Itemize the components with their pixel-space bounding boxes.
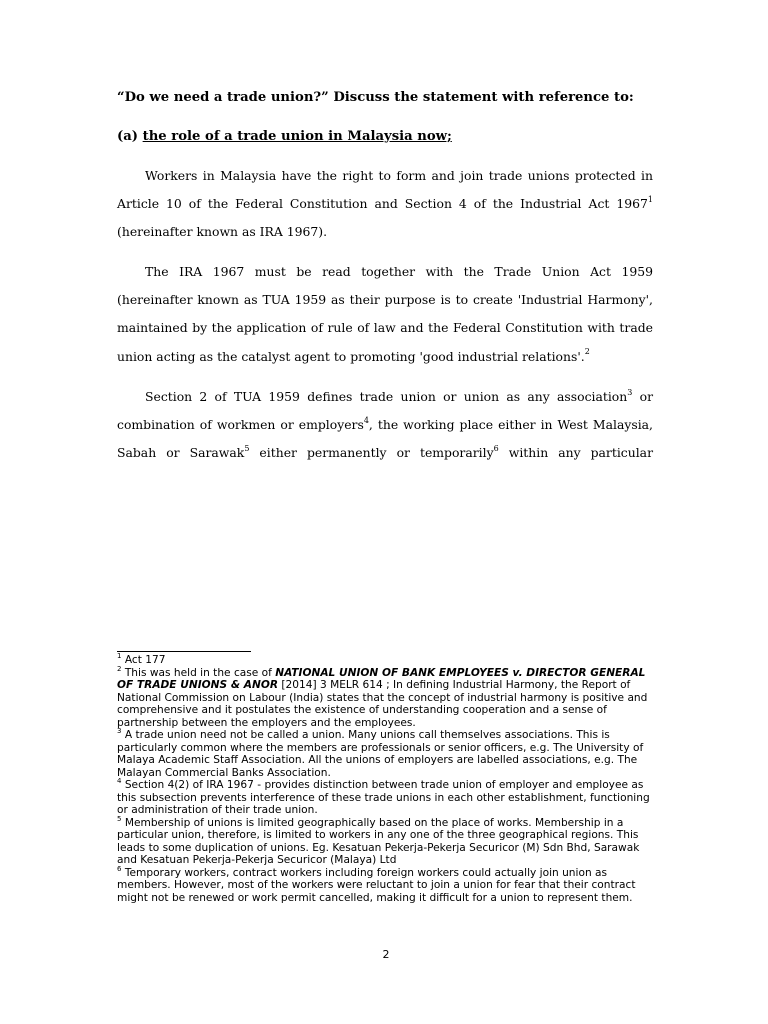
footnote-text: Membership of unions is limited geographically based on the place of works. Membership in a particular union, therefore, is limited to workers in any one of the three geographical regions. This leads to some duplication of unions. Eg. Kesatuan Pekerja-Pekerja Securicor (M) Sdn Bhd, Sarawak and Kesatuan Pekerja-Pekerja Securicor (Malaya) Ltd — [117, 816, 640, 866]
paragraph-text: Workers in Malaysia have the right to form and join trade unions protected in Article 10 of the Federal Constitution and Section 4 of the Industrial Act 1967 — [117, 168, 653, 212]
body-paragraph-1 — [117, 162, 653, 247]
paragraph-text: , the working place either in West Malaysia, Sabah or Sarawak — [117, 417, 653, 461]
footnote-text: Act 177 — [121, 654, 166, 666]
paragraph-text: (hereinafter known as IRA 1967). — [117, 224, 328, 240]
footnote-text: Temporary workers, contract workers including foreign workers could actually join union as members. However, most of the workers were reluctant to join a union for fear that their contract might not be renewed or work permit cancelled, making it difficult for a union to represent them. — [117, 866, 636, 904]
footnote-text: This was held in the case of — [121, 666, 276, 679]
document-heading: “Do we need a trade union?” Discuss the statement with reference to: — [117, 90, 634, 105]
footnote-reference[interactable]: 4 — [363, 416, 369, 426]
footnote-separator — [117, 651, 251, 652]
section-heading — [117, 128, 677, 146]
paragraph-text: within any particular — [498, 445, 653, 461]
footnote-text: [2014] 3 MELR 614 ; In defining Industrial Harmony, the Report of National Commission on Labour (India) states that the concept of industrial harmony is positive and comprehensive and it postulates the existence of understanding cooperation and a sense of partnership between the employers and the employees. — [117, 679, 648, 729]
case-name: NATIONAL UNION OF BANK EMPLOYEES v. DIRECTOR GENERAL OF TRADE UNIONS & ANOR — [117, 666, 646, 691]
footnote-reference[interactable]: 2 — [584, 347, 590, 357]
paragraph-text: either permanently or temporarily — [249, 445, 494, 461]
footnote-6 — [117, 864, 657, 905]
footnote-text: A trade union need not be called a union. Many unions call themselves associations. This is particularly common where the members are professionals or senior officers, e.g. The University of Malaya Academic Staff Association. All the unions of employers are labelled associations, e.g. The Malayan Commercial Banks Association. — [117, 729, 644, 779]
footnote-reference[interactable]: 5 — [244, 444, 250, 454]
paragraph-text: Section 2 of TUA 1959 defines trade union or union as any association — [145, 389, 628, 404]
body-paragraph-3 — [117, 383, 653, 468]
page-number: 2 — [382, 948, 390, 961]
footnotes — [117, 654, 657, 904]
footnote-4 — [117, 779, 657, 817]
footnote-3 — [117, 729, 657, 779]
footnote-number: 5 — [117, 814, 122, 823]
paragraph-text: or combination of workmen or employers — [117, 389, 653, 433]
section-heading-prefix: (a) — [117, 129, 143, 144]
footnote-number: 1 — [117, 652, 122, 661]
body-paragraph-2 — [117, 258, 653, 371]
footnote-number: 3 — [117, 727, 122, 736]
footnote-2 — [117, 664, 657, 730]
footnote-1 — [117, 654, 657, 667]
footnote-5 — [117, 814, 657, 867]
footnote-reference[interactable]: 1 — [647, 195, 653, 205]
footnote-number: 4 — [117, 777, 122, 786]
footnote-number: 6 — [117, 864, 122, 873]
section-heading-text: the role of a trade union in Malaysia now; — [142, 129, 452, 144]
footnote-text: Section 4(2) of IRA 1967 - provides distinction between trade union of employer and employee as this subsection prevents interference of these trade unions in each other establishment, functioning or administration of their trade union. — [117, 779, 650, 816]
footnote-number: 2 — [117, 664, 122, 673]
footnote-reference[interactable]: 6 — [493, 444, 499, 454]
footnote-reference[interactable]: 3 — [627, 387, 633, 397]
paragraph-text: The IRA 1967 must be read together with the Trade Union Act 1959 (hereinafter known as TUA 1959 as their purpose is to create 'Industrial Harmony', maintained by the application of rule of law and the Federal Constitution with trade union acting as the catalyst agent to promoting 'good industrial relations'. — [117, 264, 653, 364]
